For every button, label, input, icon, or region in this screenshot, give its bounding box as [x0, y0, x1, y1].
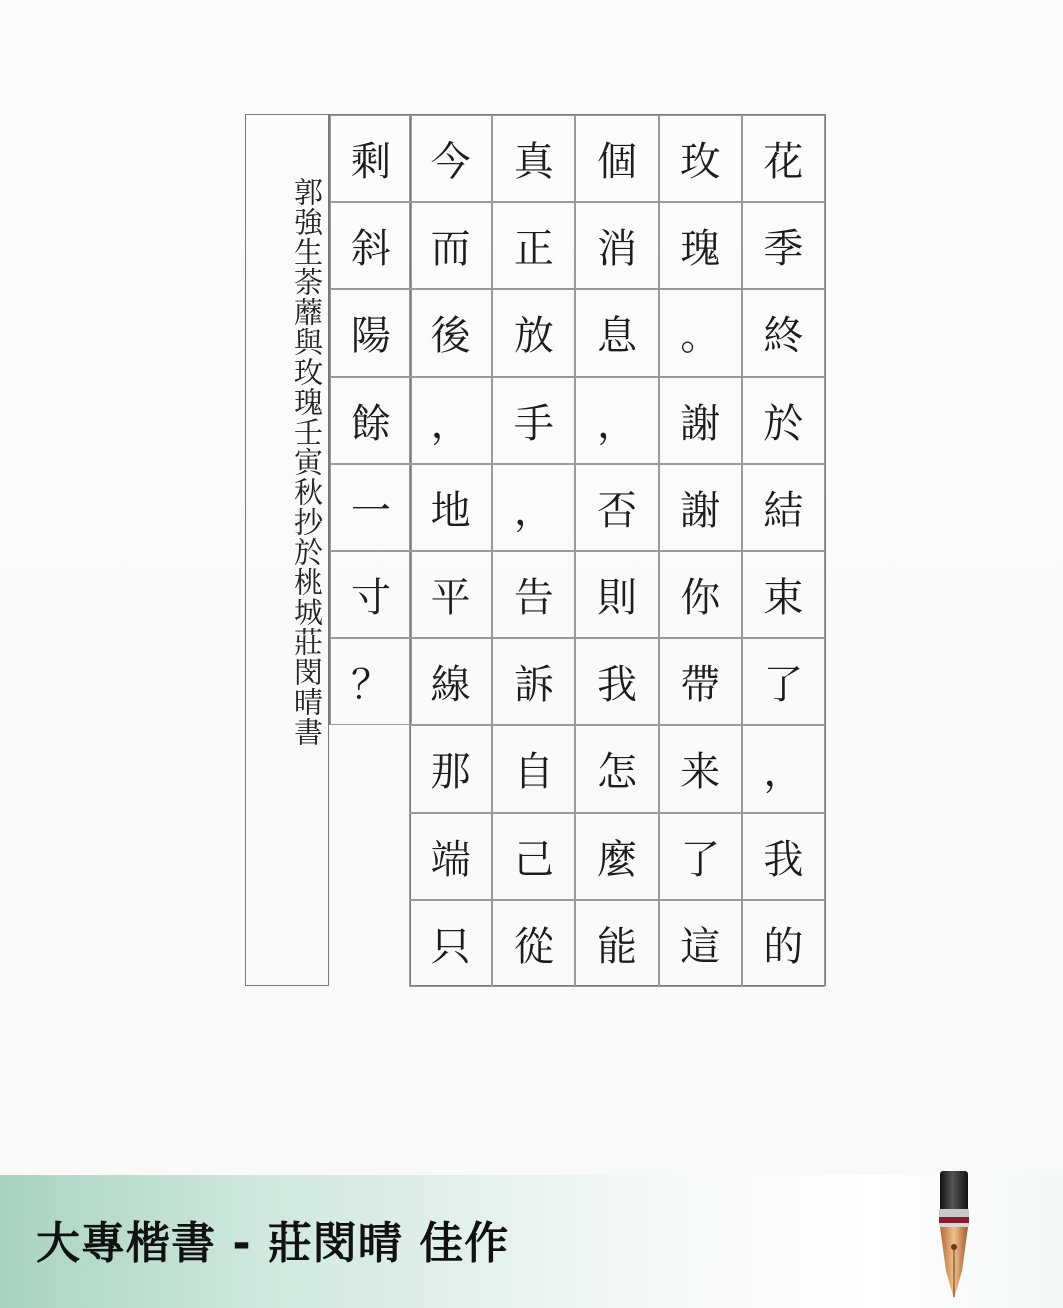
grid-cell: 麼	[575, 813, 658, 900]
grid-cell: 花	[742, 115, 825, 202]
grid-cell: 謝	[659, 464, 742, 551]
grid-cell: 於	[742, 377, 825, 464]
banner-title: 大專楷書 - 莊閔晴 佳作	[36, 1218, 510, 1269]
grid-cell: ，	[409, 377, 492, 464]
grid-cell: 的	[742, 900, 825, 987]
grid-cell: 己	[492, 813, 575, 900]
grid-cell: 我	[742, 813, 825, 900]
fountain-pen-icon	[928, 1171, 980, 1301]
grid-cell: 来	[659, 725, 742, 812]
grid-cell: 消	[575, 202, 658, 289]
grid-cell: 今	[409, 115, 492, 202]
grid-cell: 怎	[575, 725, 658, 812]
grid-cell: 端	[409, 813, 492, 900]
grid-cell: 了	[659, 813, 742, 900]
grid-cell: 正	[492, 202, 575, 289]
signature-text: 郭強生荼蘼與玫瑰壬寅秋抄於桃城莊閔晴書	[290, 177, 324, 747]
title-banner	[0, 1175, 1063, 1308]
grid-cell: 能	[575, 900, 658, 987]
grid-cell: 從	[492, 900, 575, 987]
grid-cell: 訴	[492, 638, 575, 725]
grid-cell: 一	[330, 464, 412, 551]
signature-column	[245, 114, 329, 986]
grid-cell: ？	[330, 638, 412, 725]
grid-cell: 瑰	[659, 202, 742, 289]
grid-cell: 束	[742, 551, 825, 638]
grid-cell: 餘	[330, 377, 412, 464]
grid-cell: 而	[409, 202, 492, 289]
grid-cell: 自	[492, 725, 575, 812]
grid-cell: 則	[575, 551, 658, 638]
grid-cell: 結	[742, 464, 825, 551]
grid-cell: 季	[742, 202, 825, 289]
grid-cell: 了	[742, 638, 825, 725]
grid-cell: 帶	[659, 638, 742, 725]
grid-cell: 只	[409, 900, 492, 987]
grid-cell: 我	[575, 638, 658, 725]
grid-cell: 息	[575, 289, 658, 376]
grid-cell: 剩	[330, 115, 412, 202]
last-column-grid	[329, 114, 412, 725]
grid-cell: 。	[659, 289, 742, 376]
grid-cell: ，	[575, 377, 658, 464]
grid-cell: 後	[409, 289, 492, 376]
grid-cell: 平	[409, 551, 492, 638]
grid-cell: 否	[575, 464, 658, 551]
grid-cell: 真	[492, 115, 575, 202]
grid-cell: 這	[659, 900, 742, 987]
grid-cell: 個	[575, 115, 658, 202]
grid-cell: 你	[659, 551, 742, 638]
grid-cell: 斜	[330, 202, 412, 289]
grid-cell: ，	[742, 725, 825, 812]
grid-cell: ，	[492, 464, 575, 551]
grid-cell: 告	[492, 551, 575, 638]
character-grid	[410, 114, 826, 986]
grid-cell: 玫	[659, 115, 742, 202]
grid-cell: 寸	[330, 551, 412, 638]
grid-cell: 放	[492, 289, 575, 376]
grid-cell: 手	[492, 377, 575, 464]
grid-cell: 陽	[330, 289, 412, 376]
grid-cell: 地	[409, 464, 492, 551]
grid-cell: 那	[409, 725, 492, 812]
grid-cell: 終	[742, 289, 825, 376]
grid-cell: 線	[409, 638, 492, 725]
grid-cell: 謝	[659, 377, 742, 464]
